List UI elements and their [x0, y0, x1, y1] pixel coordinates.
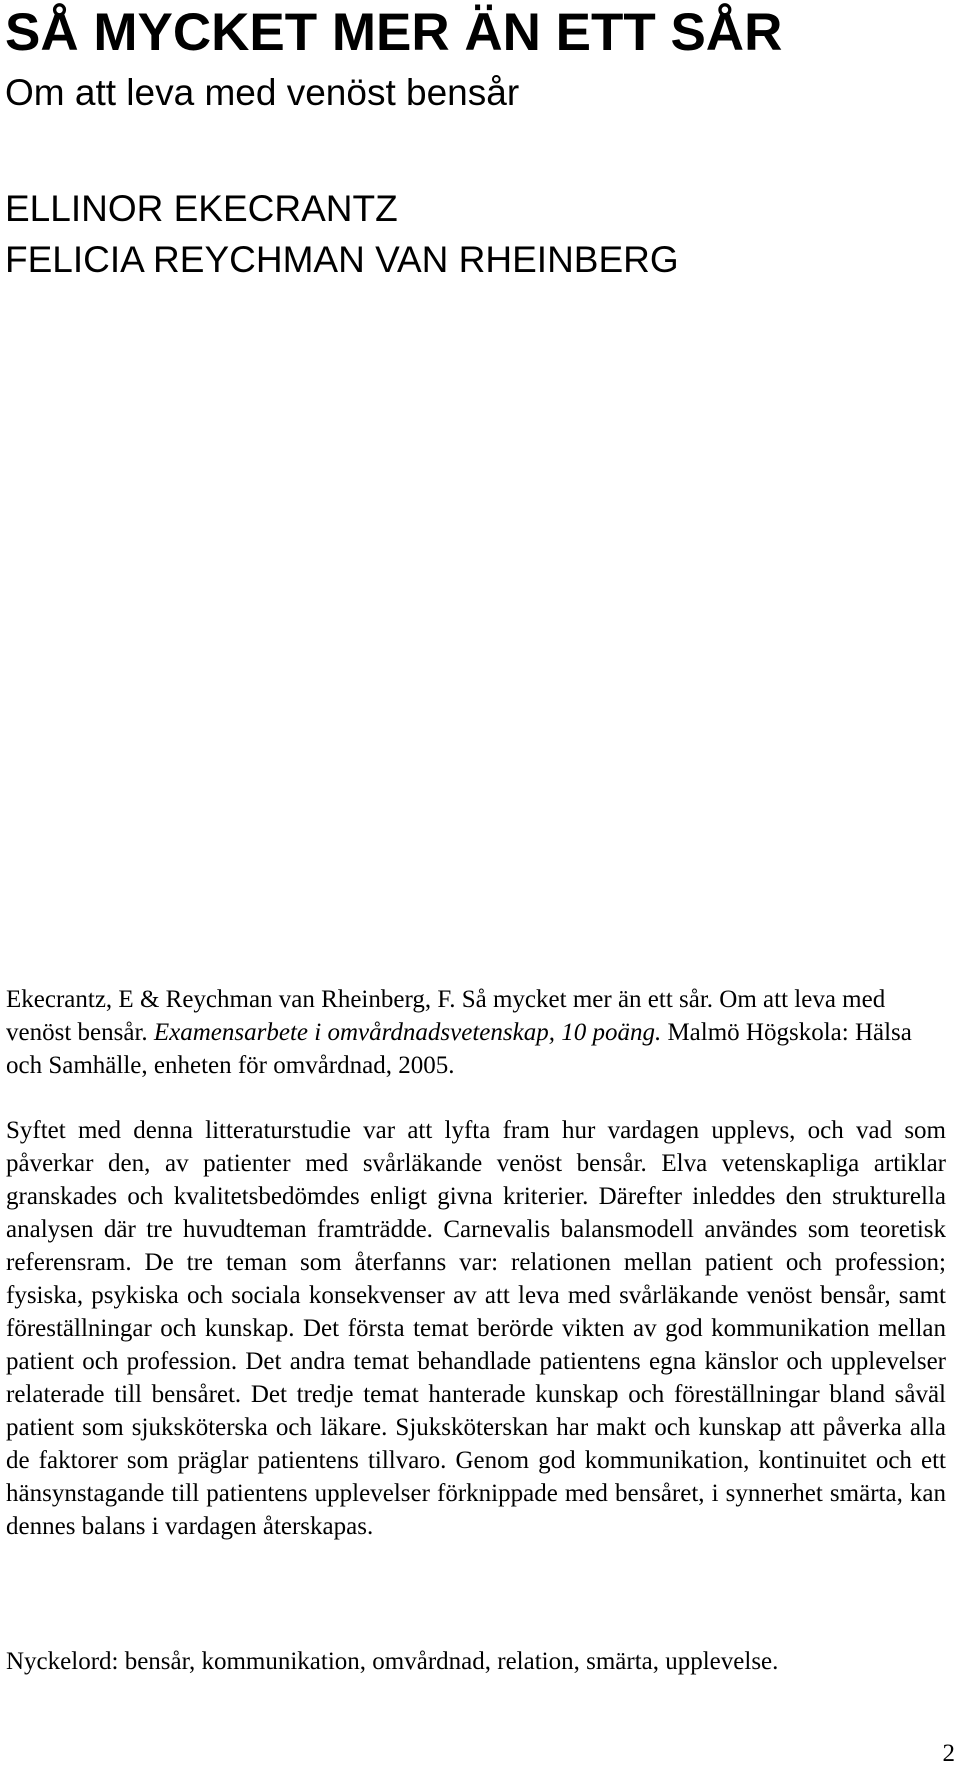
citation-italic-text: Examensarbete i omvårdnadsvetenskap, 10 poäng.	[153, 1019, 662, 1046]
document-subtitle: Om att leva med venöst bensår	[5, 72, 520, 113]
page-number: 2	[942, 1740, 955, 1767]
author-name: FELICIA REYCHMAN VAN RHEINBERG	[5, 239, 679, 280]
citation-text: Malmö Högskola: Hälsa och Samhälle, enheten för omvårdnad, 2005.	[6, 1019, 912, 1079]
abstract-paragraph: Syftet med denna litteraturstudie var att lyfta fram hur vardagen upplevs, och vad som påverkar den, av patienter med svårläkande venöst bensår. Elva vetenskapliga artiklar granskades och kvalitetsbedömdes enligt givna kriterier. Därefter inleddes den strukturella analysen där tre huvudteman framträdde. Carnevalis balansmodell användes som teoretisk referensram. De tre teman som återfanns var: relationen mellan patient och profession; fysiska, psykiska och sociala konsekvenser av att leva med svårläkande venöst bensår, samt föreställningar och kunskap. Det första temat berörde vikten av god kommunikation mellan patient och profession. Det andra temat behandlade patientens egna känslor och upplevelser relaterade till bensåret. Det tredje temat hanterade kunskap och föreställningar bland såväl patient som sjuksköterska och läkare. Sjuksköterskan har makt och kunskap att påverka alla de faktorer som präglar patientens tillvaro. Genom god kommunikation, kontinuitet och ett hänsynstagande till patientens upplevelser förknippade med bensåret, i synnerhet smärta, kan dennes balans i vardagen återskapas.	[6, 1117, 946, 1540]
citation-text: Ekecrantz, E & Reychman van Rheinberg, F. Så mycket mer än ett sår. Om att leva med venöst bensår.	[6, 986, 886, 1046]
author-name: ELLINOR EKECRANTZ	[5, 188, 398, 229]
keywords: Nyckelord: bensår, kommunikation, omvårdnad, relation, smärta, upplevelse.	[6, 1648, 779, 1675]
citation	[6, 983, 946, 1082]
document-title: SÅ MYCKET MER ÄN ETT SÅR	[5, 3, 783, 62]
